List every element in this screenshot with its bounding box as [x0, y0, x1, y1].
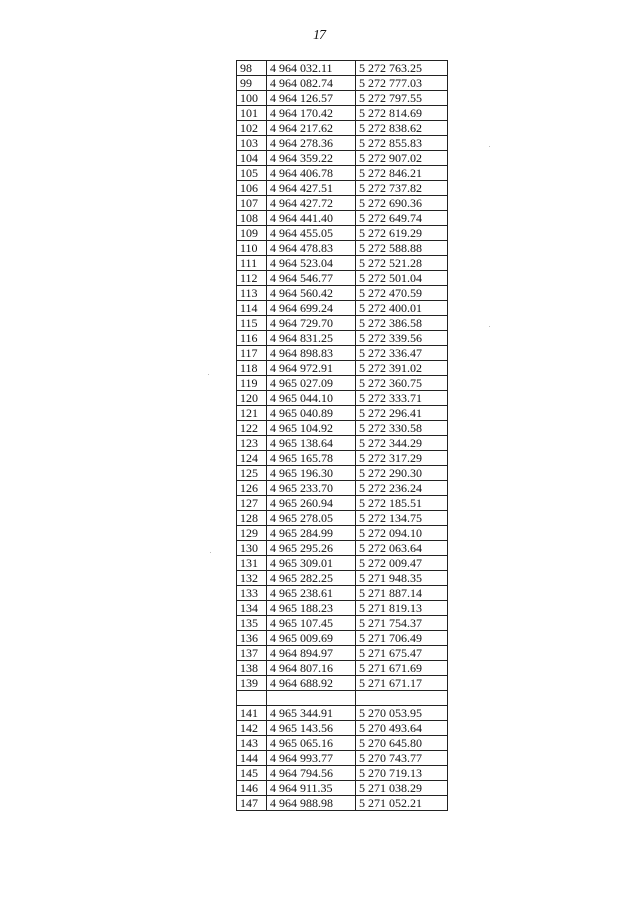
point-number-cell: 117	[237, 346, 267, 361]
y-coordinate-cell: 5 272 386.58	[356, 316, 448, 331]
x-coordinate-cell: 4 964 170.42	[267, 106, 356, 121]
x-coordinate-cell: 4 964 217.62	[267, 121, 356, 136]
table-row	[237, 556, 448, 571]
x-coordinate-cell: 4 965 065.16	[267, 736, 356, 751]
y-coordinate-cell: 5 272 737.82	[356, 181, 448, 196]
x-coordinate-cell: 4 965 309.01	[267, 556, 356, 571]
x-coordinate-cell: 4 964 831.25	[267, 331, 356, 346]
point-number-cell: 145	[237, 766, 267, 781]
x-coordinate-cell: 4 965 009.69	[267, 631, 356, 646]
table-row	[237, 751, 448, 766]
point-number-cell: 138	[237, 661, 267, 676]
x-coordinate-cell: 4 964 988.98	[267, 796, 356, 811]
y-coordinate-cell: 5 272 501.04	[356, 271, 448, 286]
table-row	[237, 406, 448, 421]
x-coordinate-cell: 4 964 441.40	[267, 211, 356, 226]
x-coordinate-cell: 4 964 455.05	[267, 226, 356, 241]
x-coordinate-cell: 4 964 894.97	[267, 646, 356, 661]
point-number-cell: 124	[237, 451, 267, 466]
y-coordinate-cell: 5 272 330.58	[356, 421, 448, 436]
table-row	[237, 391, 448, 406]
point-number-cell: 107	[237, 196, 267, 211]
table-row	[237, 691, 448, 706]
point-number-cell: 129	[237, 526, 267, 541]
point-number-cell: 128	[237, 511, 267, 526]
table-row	[237, 511, 448, 526]
y-coordinate-cell: 5 271 671.17	[356, 676, 448, 691]
table-row	[237, 91, 448, 106]
point-number-cell: 119	[237, 376, 267, 391]
point-number-cell: 102	[237, 121, 267, 136]
y-coordinate-cell: 5 271 754.37	[356, 616, 448, 631]
table-row	[237, 766, 448, 781]
point-number-cell: 103	[237, 136, 267, 151]
x-coordinate-cell: 4 964 427.72	[267, 196, 356, 211]
point-number-cell: 123	[237, 436, 267, 451]
y-coordinate-cell: 5 272 009.47	[356, 556, 448, 571]
table-row	[237, 481, 448, 496]
y-coordinate-cell: 5 271 675.47	[356, 646, 448, 661]
point-number-cell: 115	[237, 316, 267, 331]
y-coordinate-cell: 5 270 493.64	[356, 721, 448, 736]
point-number-cell: 114	[237, 301, 267, 316]
x-coordinate-cell: 4 964 560.42	[267, 286, 356, 301]
y-coordinate-cell: 5 272 588.88	[356, 241, 448, 256]
y-coordinate-cell: 5 272 360.75	[356, 376, 448, 391]
y-coordinate-cell: 5 272 846.21	[356, 166, 448, 181]
table-row	[237, 346, 448, 361]
y-coordinate-cell: 5 271 948.35	[356, 571, 448, 586]
x-coordinate-cell: 4 964 898.83	[267, 346, 356, 361]
table-row	[237, 541, 448, 556]
table-row	[237, 376, 448, 391]
x-coordinate-cell: 4 965 196.30	[267, 466, 356, 481]
table-row	[237, 286, 448, 301]
point-number-cell: 132	[237, 571, 267, 586]
table-row	[237, 466, 448, 481]
point-number-cell: 127	[237, 496, 267, 511]
y-coordinate-cell: 5 270 719.13	[356, 766, 448, 781]
table-row	[237, 331, 448, 346]
y-coordinate-cell: 5 272 814.69	[356, 106, 448, 121]
point-number-cell: 135	[237, 616, 267, 631]
y-coordinate-cell: 5 272 649.74	[356, 211, 448, 226]
table-row	[237, 241, 448, 256]
x-coordinate-cell: 4 965 260.94	[267, 496, 356, 511]
point-number-cell: 143	[237, 736, 267, 751]
table-row	[237, 796, 448, 811]
table-row	[237, 256, 448, 271]
point-number-cell: 104	[237, 151, 267, 166]
point-number-cell: 110	[237, 241, 267, 256]
y-coordinate-cell: 5 271 038.29	[356, 781, 448, 796]
point-number-cell: 144	[237, 751, 267, 766]
point-number-cell: 99	[237, 76, 267, 91]
table-row	[237, 496, 448, 511]
point-number-cell: 121	[237, 406, 267, 421]
table-row	[237, 526, 448, 541]
point-number-cell: 120	[237, 391, 267, 406]
scan-speck	[489, 146, 490, 147]
x-coordinate-cell: 4 964 807.16	[267, 661, 356, 676]
table-row	[237, 646, 448, 661]
y-coordinate-cell: 5 272 317.29	[356, 451, 448, 466]
table-row	[237, 571, 448, 586]
table-row	[237, 706, 448, 721]
point-number-cell	[237, 691, 267, 706]
x-coordinate-cell: 4 965 295.26	[267, 541, 356, 556]
table-row	[237, 616, 448, 631]
point-number-cell: 109	[237, 226, 267, 241]
y-coordinate-cell: 5 271 819.13	[356, 601, 448, 616]
y-coordinate-cell: 5 270 053.95	[356, 706, 448, 721]
table-row	[237, 781, 448, 796]
y-coordinate-cell: 5 272 470.59	[356, 286, 448, 301]
x-coordinate-cell: 4 965 107.45	[267, 616, 356, 631]
x-coordinate-cell: 4 964 993.77	[267, 751, 356, 766]
x-coordinate-cell: 4 964 972.91	[267, 361, 356, 376]
point-number-cell: 111	[237, 256, 267, 271]
point-number-cell: 116	[237, 331, 267, 346]
point-number-cell: 101	[237, 106, 267, 121]
point-number-cell: 131	[237, 556, 267, 571]
point-number-cell: 122	[237, 421, 267, 436]
point-number-cell: 108	[237, 211, 267, 226]
table-row	[237, 211, 448, 226]
y-coordinate-cell: 5 272 290.30	[356, 466, 448, 481]
y-coordinate-cell: 5 271 671.69	[356, 661, 448, 676]
coordinates-table	[236, 60, 448, 811]
x-coordinate-cell: 4 964 032.11	[267, 61, 356, 76]
y-coordinate-cell: 5 272 763.25	[356, 61, 448, 76]
table-row	[237, 136, 448, 151]
x-coordinate-cell: 4 964 794.56	[267, 766, 356, 781]
y-coordinate-cell: 5 271 706.49	[356, 631, 448, 646]
table-row	[237, 631, 448, 646]
point-number-cell: 137	[237, 646, 267, 661]
point-number-cell: 130	[237, 541, 267, 556]
point-number-cell: 133	[237, 586, 267, 601]
point-number-cell: 146	[237, 781, 267, 796]
point-number-cell: 106	[237, 181, 267, 196]
x-coordinate-cell: 4 964 359.22	[267, 151, 356, 166]
table-row	[237, 226, 448, 241]
x-coordinate-cell: 4 965 284.99	[267, 526, 356, 541]
point-number-cell: 118	[237, 361, 267, 376]
table-row	[237, 736, 448, 751]
x-coordinate-cell: 4 964 523.04	[267, 256, 356, 271]
y-coordinate-cell: 5 272 344.29	[356, 436, 448, 451]
x-coordinate-cell: 4 965 344.91	[267, 706, 356, 721]
y-coordinate-cell: 5 272 777.03	[356, 76, 448, 91]
x-coordinate-cell: 4 965 044.10	[267, 391, 356, 406]
table-row	[237, 361, 448, 376]
x-coordinate-cell: 4 964 478.83	[267, 241, 356, 256]
x-coordinate-cell: 4 964 546.77	[267, 271, 356, 286]
y-coordinate-cell	[356, 691, 448, 706]
y-coordinate-cell: 5 272 855.83	[356, 136, 448, 151]
x-coordinate-cell: 4 965 233.70	[267, 481, 356, 496]
table-row	[237, 301, 448, 316]
table-row	[237, 166, 448, 181]
y-coordinate-cell: 5 272 838.62	[356, 121, 448, 136]
table-row	[237, 601, 448, 616]
y-coordinate-cell: 5 272 619.29	[356, 226, 448, 241]
x-coordinate-cell: 4 965 138.64	[267, 436, 356, 451]
y-coordinate-cell: 5 272 690.36	[356, 196, 448, 211]
point-number-cell: 100	[237, 91, 267, 106]
table-row	[237, 451, 448, 466]
y-coordinate-cell: 5 272 391.02	[356, 361, 448, 376]
x-coordinate-cell: 4 965 282.25	[267, 571, 356, 586]
x-coordinate-cell: 4 965 143.56	[267, 721, 356, 736]
table-row	[237, 61, 448, 76]
x-coordinate-cell: 4 964 427.51	[267, 181, 356, 196]
y-coordinate-cell: 5 272 094.10	[356, 526, 448, 541]
point-number-cell: 147	[237, 796, 267, 811]
scan-speck	[208, 374, 209, 375]
table-row	[237, 721, 448, 736]
scan-speck	[210, 552, 211, 553]
y-coordinate-cell: 5 272 333.71	[356, 391, 448, 406]
table-row	[237, 181, 448, 196]
x-coordinate-cell: 4 965 165.78	[267, 451, 356, 466]
point-number-cell: 113	[237, 286, 267, 301]
point-number-cell: 139	[237, 676, 267, 691]
y-coordinate-cell: 5 271 052.21	[356, 796, 448, 811]
point-number-cell: 134	[237, 601, 267, 616]
table-row	[237, 121, 448, 136]
table-row	[237, 421, 448, 436]
x-coordinate-cell: 4 965 278.05	[267, 511, 356, 526]
point-number-cell: 105	[237, 166, 267, 181]
table-row	[237, 151, 448, 166]
point-number-cell: 98	[237, 61, 267, 76]
table-row	[237, 316, 448, 331]
x-coordinate-cell: 4 964 699.24	[267, 301, 356, 316]
y-coordinate-cell: 5 272 339.56	[356, 331, 448, 346]
x-coordinate-cell: 4 964 688.92	[267, 676, 356, 691]
point-number-cell: 112	[237, 271, 267, 286]
table-row	[237, 661, 448, 676]
coordinates-table-body	[237, 61, 448, 811]
x-coordinate-cell: 4 965 238.61	[267, 586, 356, 601]
table-row	[237, 76, 448, 91]
point-number-cell: 125	[237, 466, 267, 481]
scan-speck	[489, 326, 490, 327]
y-coordinate-cell: 5 270 743.77	[356, 751, 448, 766]
table-row	[237, 271, 448, 286]
point-number-cell: 136	[237, 631, 267, 646]
x-coordinate-cell: 4 964 126.57	[267, 91, 356, 106]
y-coordinate-cell: 5 272 063.64	[356, 541, 448, 556]
y-coordinate-cell: 5 272 134.75	[356, 511, 448, 526]
table-row	[237, 436, 448, 451]
x-coordinate-cell: 4 964 729.70	[267, 316, 356, 331]
table-row	[237, 196, 448, 211]
x-coordinate-cell: 4 965 040.89	[267, 406, 356, 421]
x-coordinate-cell: 4 964 911.35	[267, 781, 356, 796]
y-coordinate-cell: 5 272 296.41	[356, 406, 448, 421]
x-coordinate-cell	[267, 691, 356, 706]
x-coordinate-cell: 4 964 278.36	[267, 136, 356, 151]
y-coordinate-cell: 5 272 336.47	[356, 346, 448, 361]
x-coordinate-cell: 4 965 104.92	[267, 421, 356, 436]
table-row	[237, 676, 448, 691]
y-coordinate-cell: 5 272 907.02	[356, 151, 448, 166]
x-coordinate-cell: 4 964 406.78	[267, 166, 356, 181]
page-number: 17	[313, 28, 325, 43]
y-coordinate-cell: 5 272 400.01	[356, 301, 448, 316]
x-coordinate-cell: 4 965 027.09	[267, 376, 356, 391]
y-coordinate-cell: 5 271 887.14	[356, 586, 448, 601]
x-coordinate-cell: 4 965 188.23	[267, 601, 356, 616]
y-coordinate-cell: 5 270 645.80	[356, 736, 448, 751]
table-row	[237, 586, 448, 601]
y-coordinate-cell: 5 272 185.51	[356, 496, 448, 511]
y-coordinate-cell: 5 272 797.55	[356, 91, 448, 106]
point-number-cell: 141	[237, 706, 267, 721]
y-coordinate-cell: 5 272 521.28	[356, 256, 448, 271]
table-row	[237, 106, 448, 121]
point-number-cell: 126	[237, 481, 267, 496]
y-coordinate-cell: 5 272 236.24	[356, 481, 448, 496]
point-number-cell: 142	[237, 721, 267, 736]
x-coordinate-cell: 4 964 082.74	[267, 76, 356, 91]
